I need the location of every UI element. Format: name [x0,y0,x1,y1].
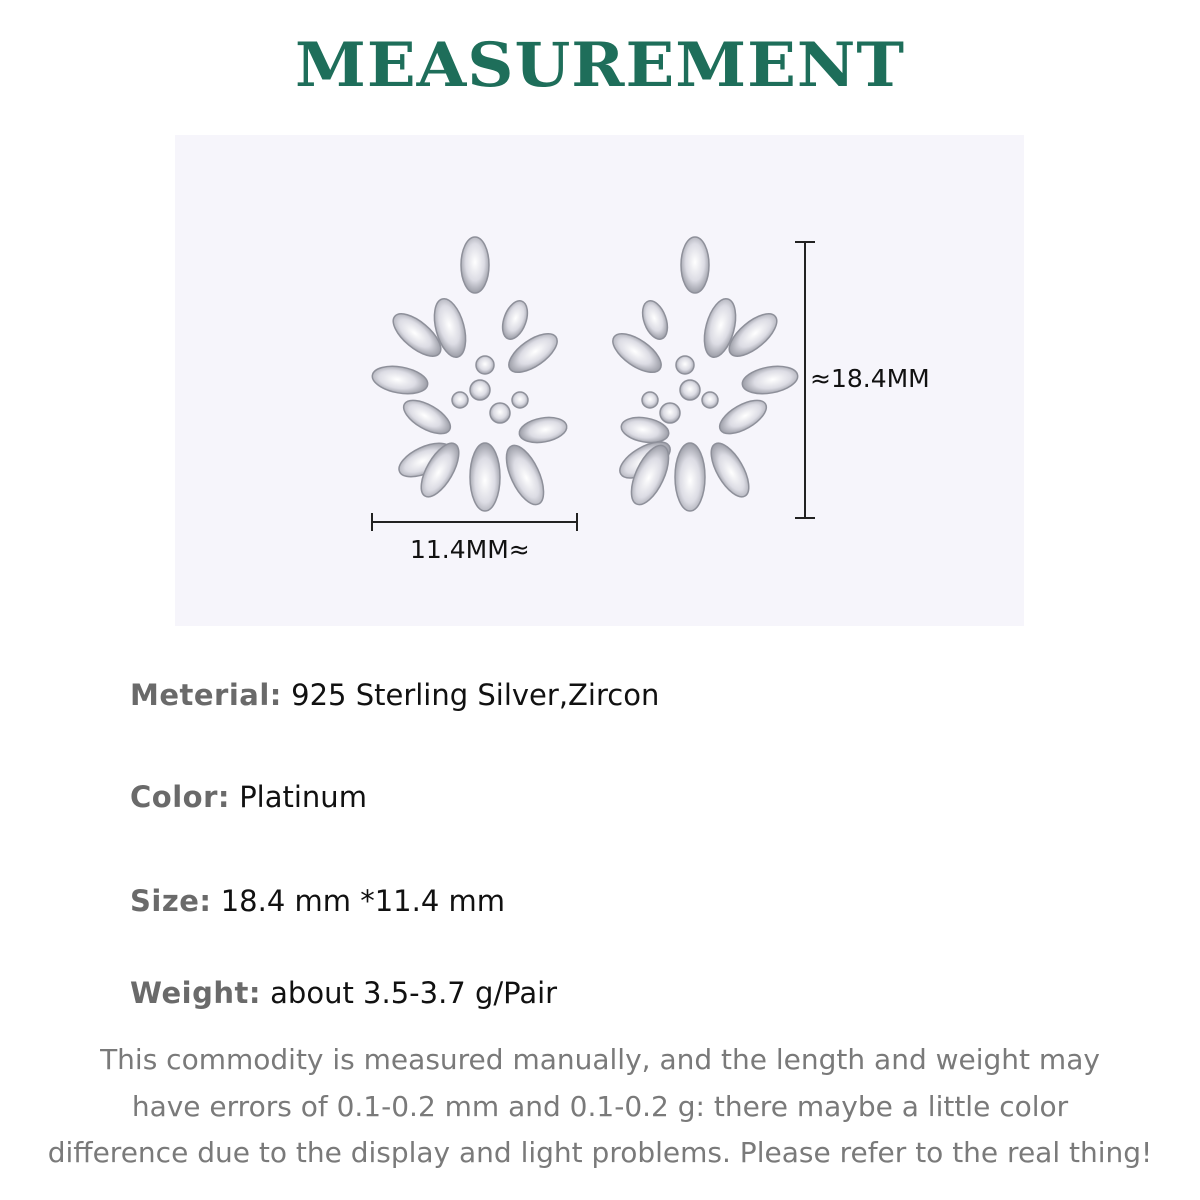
spec-material-value: 925 Sterling Silver,Zircon [291,678,660,712]
page-title: MEASUREMENT [294,29,906,102]
width-dimension-label: 11.4MM≈ [410,535,530,564]
spec-weight-label: Weight: [130,976,261,1010]
spec-weight-value: about 3.5-3.7 g/Pair [270,976,558,1010]
spec-size [130,884,505,918]
left-earring [370,237,569,511]
disclaimer-line-2: have errors of 0.1-0.2 mm and 0.1-0.2 g: there maybe a little color [131,1090,1069,1123]
spec-material-label: Meterial: [130,678,282,712]
spec-color [130,780,367,814]
right-earring [607,237,800,511]
height-dimension-label: ≈18.4MM [810,364,930,393]
disclaimer-line-1: This commodity is measured manually, and the length and weight may [100,1043,1100,1076]
spec-size-label: Size: [130,884,212,918]
spec-size-value: 18.4 mm *11.4 mm [220,884,505,918]
spec-material [130,678,659,712]
disclaimer-line-3: difference due to the display and light problems. Please refer to the real thing! [47,1136,1153,1169]
spec-weight [130,976,557,1010]
width-measure-line [372,513,577,531]
spec-color-label: Color: [130,780,230,814]
spec-color-value: Platinum [239,780,367,814]
